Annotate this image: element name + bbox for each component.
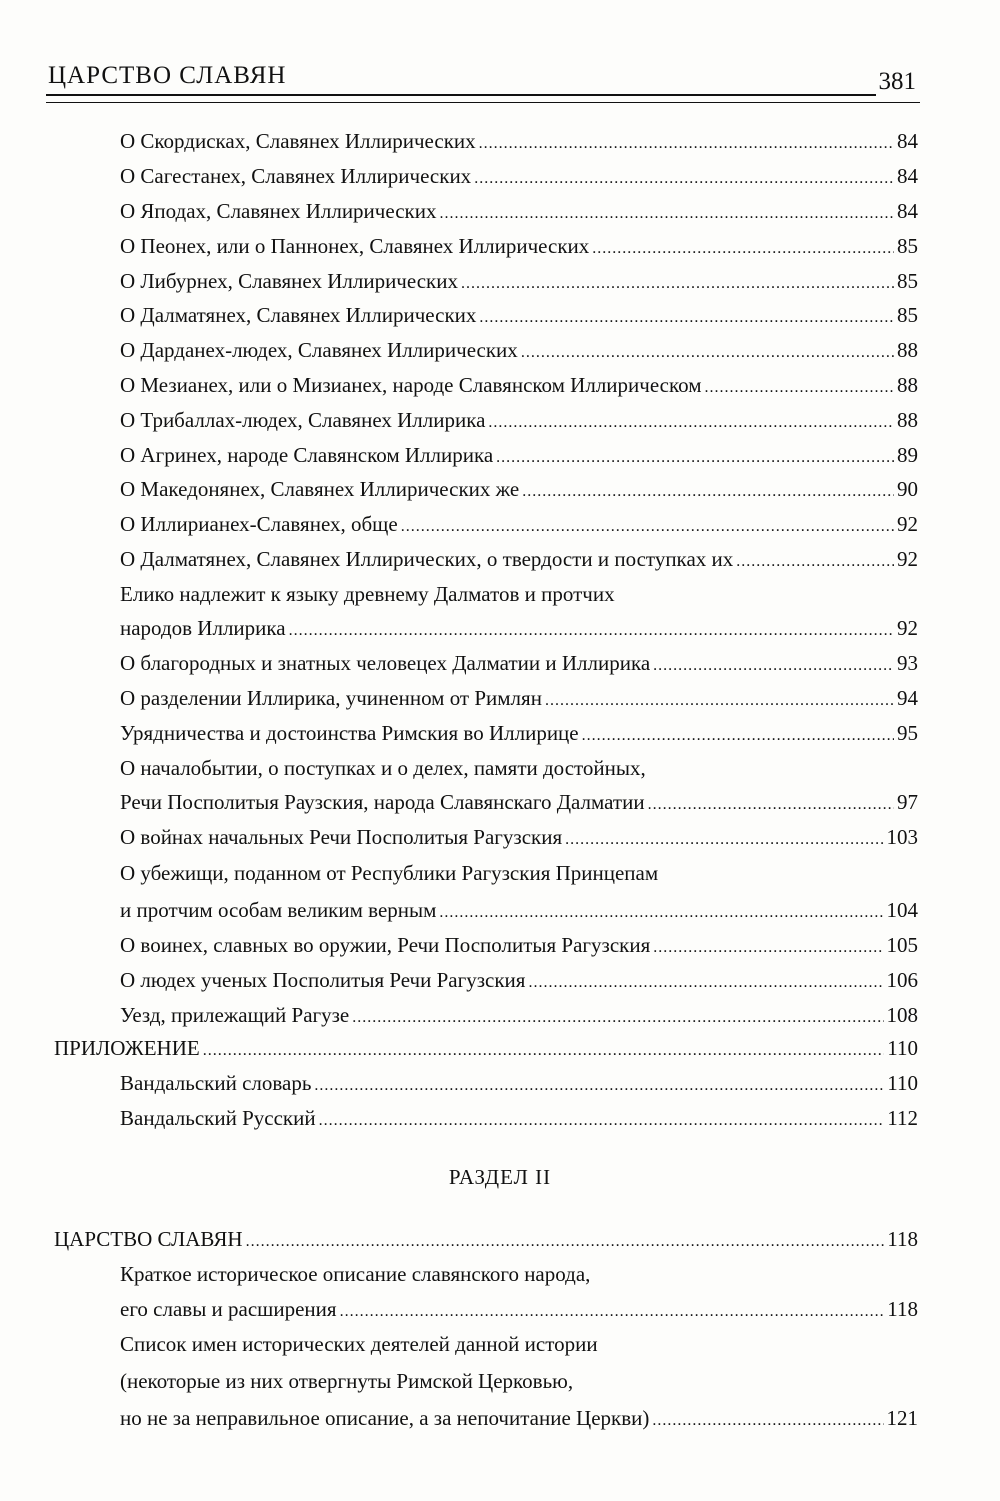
toc-entry: Урядничества и достоинства Римския во Иллирице ..... 95	[120, 716, 918, 750]
toc-entry: О Яподах, Славянех Иллирических ..... 84	[120, 194, 918, 228]
header-rule-thick	[46, 94, 876, 96]
toc-entry: О людех ученых Посполитыя Речи Рагузския ..... 106	[120, 963, 918, 997]
toc-entry-continued: О началобытии, о поступках и о делех, памяти достойных,	[120, 756, 646, 780]
toc-entry: О Трибаллах-людех, Славянех Иллирика ..... 88	[120, 403, 918, 437]
toc-entry: О воинех, славных во оружии, Речи Посполитыя Рагузския ..... 105	[120, 928, 918, 962]
section-heading: РАЗДЕЛ II	[448, 1165, 552, 1189]
toc-entry: О благородных и знатных человецех Далматии и Иллирика ..... 93	[120, 646, 918, 680]
toc-entry: Речи Посполитыя Раузския, народа Славянскаго Далматии ..... 97	[120, 785, 918, 819]
toc-entry: О Либурнех, Славянех Иллирических ..... 85	[120, 264, 918, 298]
toc-entry: народов Иллирика ..... 92	[120, 611, 918, 645]
toc-entry: О Агринех, народе Славянском Иллирика ..... 89	[120, 438, 918, 472]
toc-entry-continued: Елико надлежит к языку древнему Далматов и протчих	[120, 582, 615, 606]
toc-entry: О Скордисках, Славянех Иллирических ..... 84	[120, 124, 918, 158]
toc-entry: О Мезианех, или о Мизианех, народе Славянском Иллирическом ..... 88	[120, 368, 918, 402]
toc-entry: О войнах начальных Речи Посполитыя Рагузския ..... 103	[120, 820, 918, 854]
toc-entry-continued: О убежищи, поданном от Республики Рагузския Принцепам	[120, 861, 659, 885]
running-header-title: ЦАРСТВО СЛАВЯН	[48, 62, 287, 89]
toc-entry: О разделении Иллирика, учиненном от Римлян ..... 94	[120, 681, 918, 715]
toc-entry: О Далматянех, Славянех Иллирических, о твердости и поступках их ..... 92	[120, 542, 918, 576]
toc-entry: Уезд, прилежащий Рагузе ..... 108	[120, 998, 918, 1032]
toc-entry: О Далматянех, Славянех Иллирических ..... 85	[120, 298, 918, 332]
toc-entry: О Пеонех, или о Паннонех, Славянех Иллирических ..... 85	[120, 229, 918, 263]
toc-entry: О Иллирианех-Славянех, обще ..... 92	[120, 507, 918, 541]
toc-entry-section-title: ЦАРСТВО СЛАВЯН ..... 118	[54, 1222, 918, 1256]
toc-entry: и протчим особам великим верным ..... 104	[120, 893, 918, 927]
toc-entry: О Македонянех, Славянех Иллирических же ..... 90	[120, 472, 918, 506]
page-number: 381	[878, 68, 916, 95]
toc-entry: О Дарданех-людех, Славянех Иллирических ..... 88	[120, 333, 918, 367]
toc-entry: его славы и расширения ..... 118	[120, 1292, 918, 1326]
toc-entry: но не за неправильное описание, а за непочитание Церкви) ..... 121	[120, 1401, 918, 1435]
toc-entry: Вандальский Русский ..... 112	[120, 1101, 918, 1135]
toc-entry-continued: Список имен исторических деятелей данной истории	[120, 1332, 598, 1356]
toc-entry-appendix: ПРИЛОЖЕНИЕ ..... 110	[54, 1031, 918, 1065]
toc-entry: Вандальский словарь ..... 110	[120, 1066, 918, 1100]
toc-entry: О Сагестанех, Славянех Иллирических ..... 84	[120, 159, 918, 193]
header-rule-thin	[46, 102, 920, 103]
toc-entry-continued: Краткое историческое описание славянского народа,	[120, 1262, 591, 1286]
toc-entry-continued: (некоторые из них отвергнуты Римской Церковью,	[120, 1369, 574, 1393]
